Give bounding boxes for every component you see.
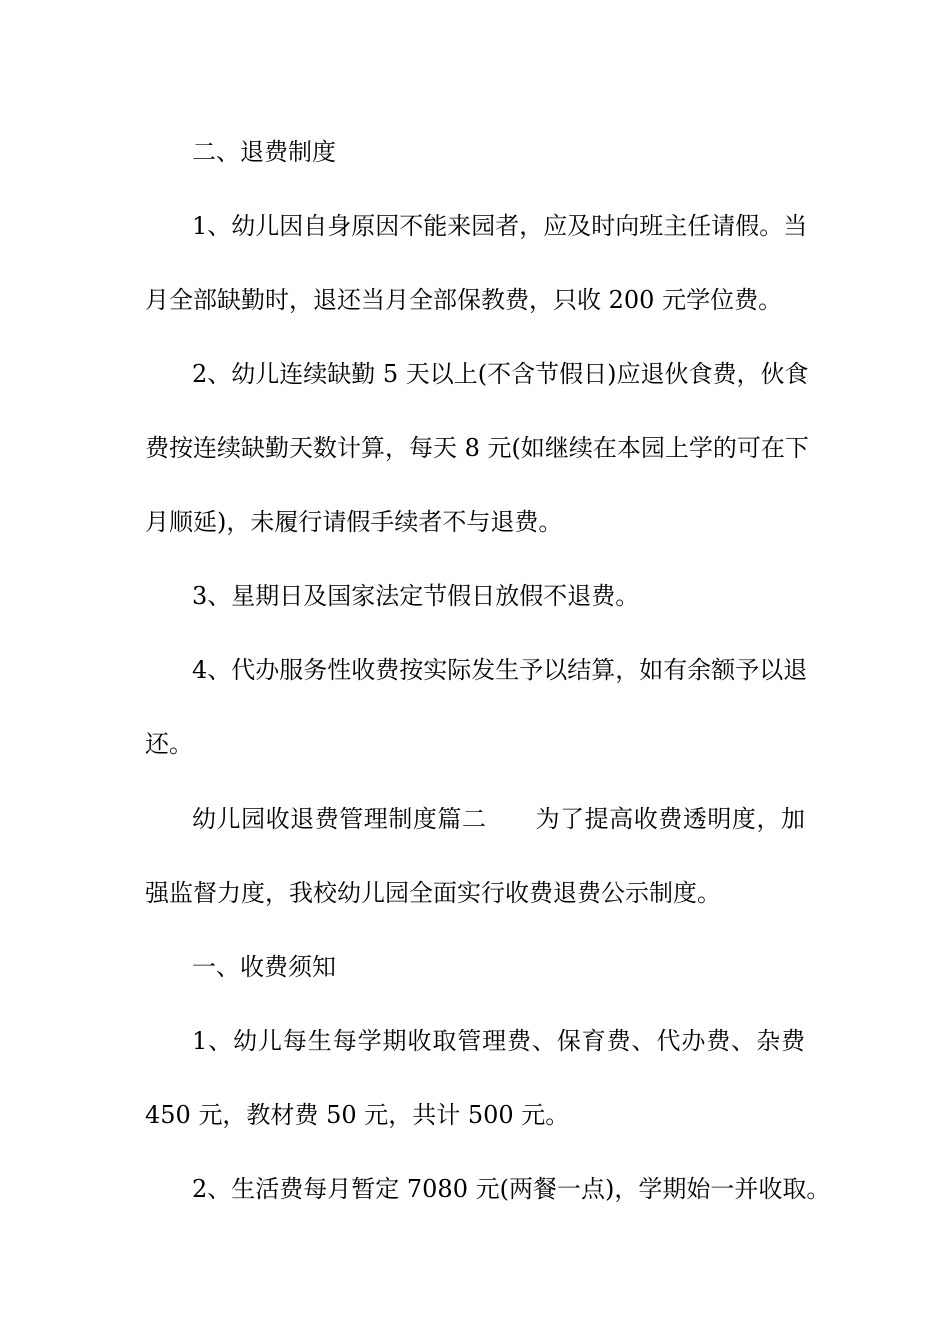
paragraph-line: 费按连续缺勤天数计算，每天 8 元(如继续在本园上学的可在下 xyxy=(145,434,809,462)
paragraph-line: 3、星期日及国家法定节假日放假不退费。 xyxy=(192,582,640,610)
paragraph-line: 1、幼儿每生每学期收取管理费、保育费、代办费、杂费 xyxy=(192,1027,805,1055)
paragraph-line: 月顺延)，未履行请假手续者不与退费。 xyxy=(145,508,563,536)
paragraph-line: 450 元，教材费 50 元，共计 500 元。 xyxy=(145,1101,570,1129)
section-heading-fees: 一、收费须知 xyxy=(192,953,336,981)
paragraph-line: 还。 xyxy=(145,730,193,758)
section-heading-refund: 二、退费制度 xyxy=(192,138,336,166)
paragraph-line: 强监督力度，我校幼儿园全面实行收费退费公示制度。 xyxy=(145,879,721,907)
paragraph-line: 2、生活费每月暂定 7080 元(两餐一点)，学期始一并收取。 xyxy=(192,1175,831,1203)
paragraph-line: 2、幼儿连续缺勤 5 天以上(不含节假日)应退伙食费，伙食 xyxy=(192,360,809,388)
paragraph-line: 4、代办服务性收费按实际发生予以结算，如有余额予以退 xyxy=(192,656,808,684)
paragraph-line: 1、幼儿因自身原因不能来园者，应及时向班主任请假。当 xyxy=(192,212,808,240)
paragraph-line: 月全部缺勤时，退还当月全部保教费，只收 200 元学位费。 xyxy=(145,286,783,314)
article-title-line: 幼儿园收退费管理制度篇二 为了提高收费透明度，加 xyxy=(192,805,805,833)
